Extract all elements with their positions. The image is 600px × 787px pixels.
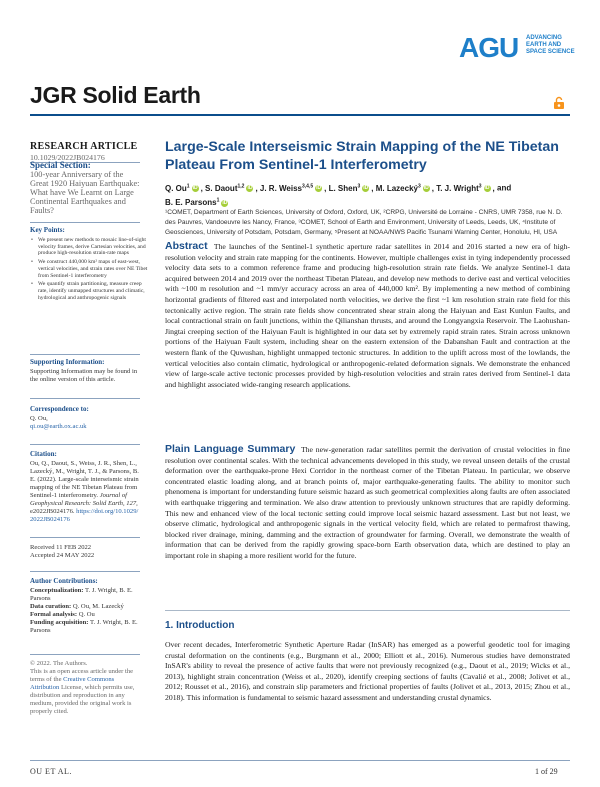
author: T. J. Wright$^3$ iD , <box>436 183 495 193</box>
correspondence-email[interactable]: qi.ou@earth.ox.ac.uk <box>30 423 87 430</box>
agu-logo-text: AGU <box>459 32 519 63</box>
contribution-item: Data curation: Q. Ou, M. Lazecký <box>30 603 124 610</box>
author-contributions-label: Author Contributions: <box>30 577 98 585</box>
dates <box>30 544 140 560</box>
header-divider <box>30 114 570 116</box>
citation-article-number: e2022JB024176. <box>30 508 75 515</box>
author-list: Q. Ou$^1$ iD , S. Daout$^{1,2}$ iD , J. R. Weiss$^{3,4,5}$ iD , L. Shen$^3$ iD , M. Lazecký$^3$ iD , T. J. Wright$^3$ iD , and B. E. Parsons$^1$ iD <box>165 183 512 208</box>
key-points <box>30 226 148 303</box>
copyright: © 2022. The Authors. <box>30 660 88 667</box>
supporting-info <box>30 358 140 384</box>
open-access-icon <box>552 96 566 110</box>
special-section-text: 100-year Anniversary of the Great 1920 Haiyuan Earthquake: What have We Learnt on Large Continental Earthquakes and Faults? <box>30 170 140 215</box>
citation-label: Citation: <box>30 450 57 458</box>
special-section-label: Special Section: <box>30 160 91 170</box>
footer-running-head: OU ET AL. <box>30 767 72 776</box>
orcid-icon[interactable]: iD <box>247 185 253 192</box>
orcid-icon[interactable]: iD <box>484 185 490 192</box>
affiliations: ¹COMET, Department of Earth Sciences, University of Oxford, Oxford, UK, ²CRPG, Université de Lorraine - CNRS, UMR 7358, rue N. D. des Pauvres, Vandoeuvre les Nancy, France, ³COMET, School of Earth and Environment, University of Leeds, Leeds, UK, ⁴Institute of Geosciences, University of Potsdam, Potsdam, Germany, ⁵Present at NOAA/NWS Pacific Tsunami Warning Center, Honolulu, HI, USA <box>165 209 563 236</box>
citation <box>30 450 140 524</box>
doi: 10.1029/2022JB024176 <box>30 153 105 162</box>
accepted-date: Accepted 24 MAY 2022 <box>30 552 95 559</box>
page-number: 1 of 29 <box>535 767 558 776</box>
sidebar-divider <box>30 398 140 399</box>
sidebar-divider <box>30 222 140 223</box>
orcid-icon[interactable]: iD <box>423 185 429 192</box>
agu-logo <box>459 30 584 66</box>
supporting-info-text: Supporting Information may be found in the online version of this article. <box>30 368 138 383</box>
license-link[interactable]: Creative Commons Attribution <box>30 676 115 691</box>
sidebar-divider <box>30 537 140 538</box>
paper-title: Large-Scale Interseismic Strain Mapping of the NE Tibetan Plateau From Sentinel-1 Interferometry <box>165 139 559 173</box>
orcid-icon[interactable]: iD <box>192 185 198 192</box>
sidebar-divider <box>30 571 140 572</box>
key-point: • We construct 440,000 km² maps of east-west, vertical velocities, and strain rates over NE Tibet from Sentinel-1 interferometry <box>38 259 148 279</box>
author: J. R. Weiss$^{3,4,5}$ iD , <box>259 183 327 193</box>
correspondence-label: Correspondence to: <box>30 405 89 413</box>
citation-text: Ou, Q., Daout, S., Weiss, J. R., Shen, L., Lazecký, M., Wright, T. J., & Parsons, B. E. (2022). Large-scale interseismic strain mapping of the NE Tibetan Plateau from Sentinel-1 interferometry. <box>30 460 139 499</box>
plain-language-summary <box>165 444 570 562</box>
abstract <box>165 241 570 390</box>
section-divider <box>165 610 570 611</box>
contribution-item: Conceptualization: T. J. Wright, B. E. Parsons <box>30 587 133 602</box>
author: S. Daout$^{1,2}$ iD , <box>205 183 258 193</box>
license-text: This is an open access article under the terms of the <box>30 668 134 683</box>
sidebar-divider <box>30 654 140 655</box>
correspondence-name: Q. Ou, <box>30 415 48 422</box>
abstract-heading: Abstract <box>165 240 208 252</box>
article-type: RESEARCH ARTICLE <box>30 141 138 152</box>
abstract-text: The launches of the Sentinel-1 synthetic aperture radar satellites in 2014 and 2016 started a new era of high-resolution velocity and strain rate mapping for the continents. However, multiple challenges exist in tying independently processed velocity data sets to a common reference frame and producing high-resolution strain rate fields. We analyze Sentinel-1 data acquired between 2014 and 2019 over the northeast Tibetan Plateau, and develop new methods to derive east and vertical velocities with ~100 m resolution and ~1 mm/yr accuracy across an area of 440,000 km². By implementing a new method of combining horizontal gradients of filtered east and interpolated north velocities, we derive the first ~1 km resolution strain rate field for this tectonically active region. The strain rate fields show concentrated shear strain along the Haiyuan and East Kunlun Faults, and local contractional strain on fault junctions, within the Qilianshan thrusts, and around the Longyangxia Reservoir. The Laohushan-Jingtai creeping section of the Haiyuan Fault is highlighted in our data set by extremely rapid strain rates. Strain across unknown portions of the Haiyuan Fault system, including shear on the eastern extension of the Dabanshan Fault and contraction at the western flank of the Quwushan, highlight unmapped tectonic structures. In addition to the uplift across most of the lowlands, the vertical velocities also contain climatic, hydrological or anthropogenic-related deformation signals. We demonstrate the enhanced view of large-scale active tectonic processes provided by high-resolution velocities and strain rates derived from Sentinel-1 data and highlight associated wide-ranging research applications. <box>165 242 570 389</box>
introduction-heading: 1. Introduction <box>165 620 235 631</box>
license <box>30 660 140 716</box>
orcid-icon[interactable]: iD <box>363 185 369 192</box>
author: L. Shen$^3$ iD , <box>328 183 374 193</box>
contribution-item: Formal analysis: Q. Ou <box>30 611 95 618</box>
key-point: • We quantify strain partitioning, measure creep rate, identify unmapped structures and climatic, hydrological and anthropogenic signals <box>38 281 148 301</box>
footer-divider <box>30 760 570 761</box>
author: Q. Ou$^1$ iD , <box>165 183 203 193</box>
license-text-tail: License, which permits use, distribution and reproduction in any medium, provided the original work is properly cited. <box>30 684 135 715</box>
orcid-icon[interactable]: iD <box>316 185 322 192</box>
sidebar-divider <box>30 354 140 355</box>
citation-doi-link[interactable]: https://doi.org/10.1029/2022JB024176 <box>30 508 139 523</box>
supporting-info-label: Supporting Information: <box>30 358 105 366</box>
author: M. Lazecký$^3$ iD , <box>375 183 434 193</box>
contribution-item: Funding acquisition: T. J. Wright, B. E. Parsons <box>30 619 138 634</box>
introduction-text: Over recent decades, Interferometric Synthetic Aperture Radar (InSAR) has emerged as a powerful geodetic tool for imaging crustal deformation on the continents (e.g., Burgmann et al., 2000; Elliott et al., 2016). Numerous studies have demonstrated InSAR's ability to reveal the presence of active faults that were not previously recognized (e.g., Daout et al., 2019; Wicks et al., 2013), highlight strain concentration (Weiss et al., 2020), identify creeping sections of faults (Cavalié et al., 2008; Jolivet et al., 2012; Rousset et al., 2016), and constrain slip parameters and frictional properties of faults (Jolivet et al., 2013, 2015; Zhou et al., 2018). This information is fundamental to seismic hazard assessment and understanding crustal dynamics. <box>165 640 570 702</box>
key-points-label: Key Points: <box>30 226 65 234</box>
correspondence <box>30 405 140 431</box>
citation-journal: Journal of Geophysical Research: Solid Earth, 127, <box>30 492 138 507</box>
journal-title: JGR Solid Earth <box>30 82 201 108</box>
orcid-icon[interactable]: iD <box>222 199 228 206</box>
author-contributions <box>30 577 142 635</box>
received-date: Received 11 FEB 2022 <box>30 544 92 551</box>
author: B. E. Parsons$^1$ iD <box>165 197 228 208</box>
plain-language-heading: Plain Language Summary <box>165 443 296 455</box>
plain-language-text: The new-generation radar satellites permit the derivation of crustal velocities in fine resolution over continental scales. With the technical advancements developed in this study, we reveal unseen details of the crustal deformation over the earthquake-prone Hexi Corridor in the northeast corner of the Tibetan Plateau. In particular, we observe concentrated elastic loading along, and at branch points of, major earthquake-generating faults. The ability to monitor such phenomena is important for understanding future seismic hazard as such geometrical complexities along faults are often associated with earthquake triggering and termination. We also draw attention to previously unknown structures that are rapidly deforming. This new and enhanced view of the local tectonic setting could improve local seismic hazard assessment. Last but not least, we observe climatic, hydrological and anthropogenic signals in the vertical velocity field, which are related to permafrost thawing, blocked river drainage, mining, damming and the extraction of groundwater for farming. Overall, we demonstrate the wealth of information that can be derived from the rapidly growing space-born Earth observation data, which are destined to play an important role in shaping a more resilient world for the future. <box>165 445 571 560</box>
sidebar-divider <box>30 444 140 445</box>
key-point: • We present new methods to mosaic line-of-sight velocity frames, derive Cartesian velocities, and produce high-resolution strain-rate maps <box>38 237 148 257</box>
agu-tagline: ADVANCING EARTH AND SPACE SCIENCE <box>526 35 575 55</box>
